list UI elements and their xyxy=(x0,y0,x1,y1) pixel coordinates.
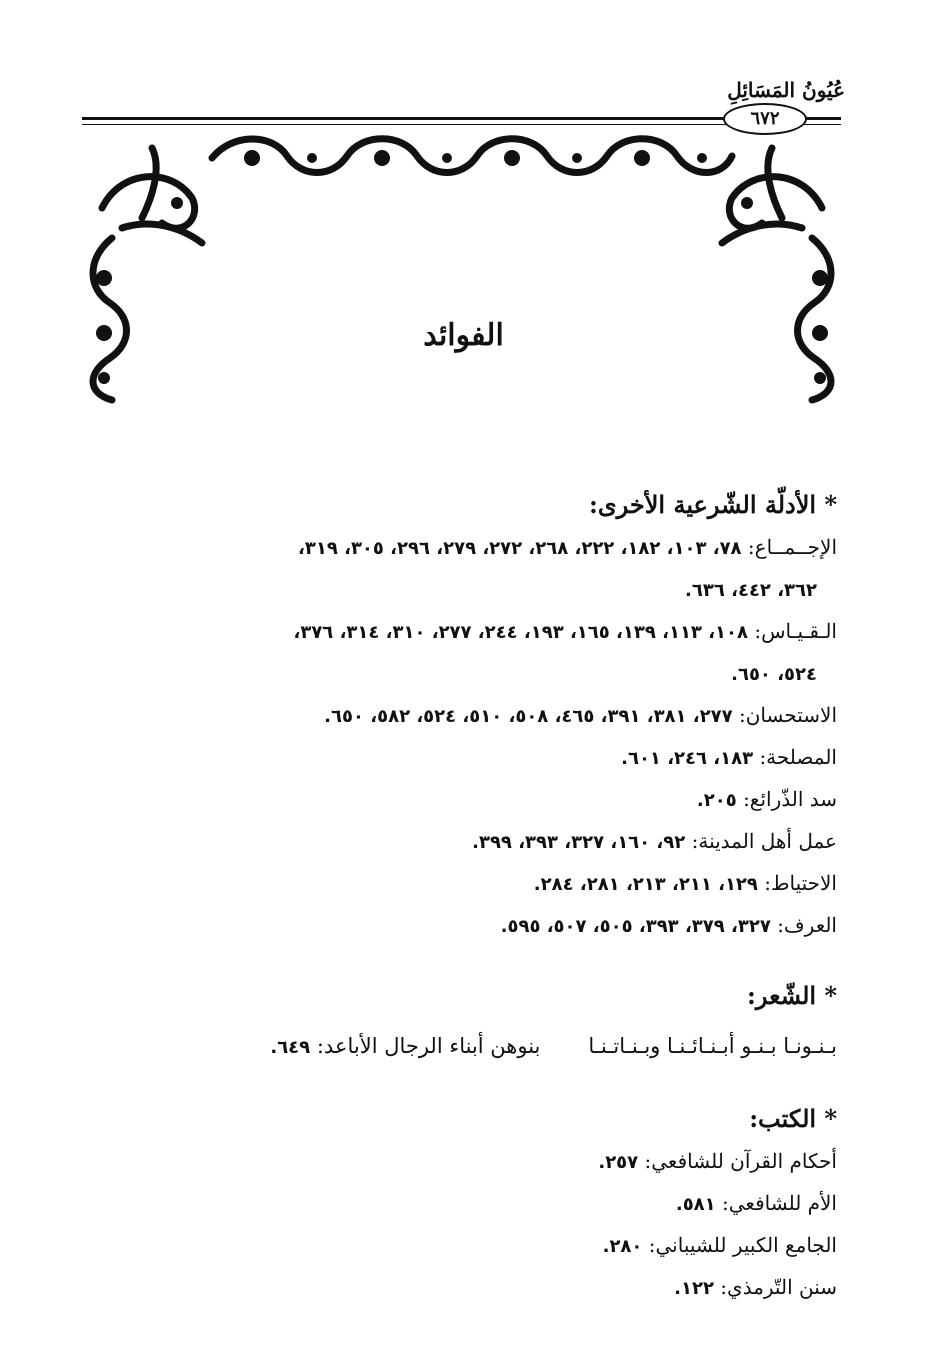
entry-ihtiyat xyxy=(78,863,837,905)
entry-label: سد الذّرائع: xyxy=(743,787,837,811)
entry-urf xyxy=(78,905,837,947)
page-refs: ٢٨٠. xyxy=(602,1236,643,1257)
entry-label: العرف: xyxy=(777,913,837,937)
book-title: الجامع الكبير للشيباني: xyxy=(648,1233,837,1257)
page-refs: ١٠٨، ١١٣، ١٣٩، ١٦٥، ١٩٣، ٢٤٤، ٢٧٧، ٣١٠، ٣١٤، ٣٧٦، xyxy=(293,622,748,643)
page-refs: ٢٠٥. xyxy=(696,790,737,811)
page-refs: ٧٨، ١٠٣، ١٨٢، ٢٢٢، ٢٦٨، ٢٧٢، ٢٧٩، ٢٩٦، ٣٠٥، ٣١٩، xyxy=(298,538,742,559)
entry-sadd xyxy=(78,779,837,821)
section-heading-poetry: * الشّعر: xyxy=(747,981,837,1010)
entry-label: الاستحسان: xyxy=(738,703,837,727)
page-refs: ٩٢، ١٦٠، ٣٢٧، ٣٩٣، ٣٩٩. xyxy=(472,832,686,853)
page-number: ٦٧٢ xyxy=(723,103,807,135)
book-item xyxy=(78,1225,837,1267)
poem-verse xyxy=(78,1024,837,1070)
page-refs: ٢٥٧. xyxy=(598,1152,639,1173)
page-refs: ١٢٩، ٢١١، ٢١٣، ٢٨١، ٢٨٤. xyxy=(533,874,758,895)
running-title: عُيُونُ المَسَائِلِ xyxy=(727,78,845,102)
entry-amal xyxy=(78,821,837,863)
index-content xyxy=(78,490,837,1309)
book-item xyxy=(78,1141,837,1183)
ornamental-frame xyxy=(82,128,842,408)
entry-istihsan xyxy=(78,695,837,737)
book-item xyxy=(78,1267,837,1309)
book-title: سنن التّرمذي: xyxy=(720,1275,837,1299)
page-refs: ٥٢٤، ٦٥٠. xyxy=(731,664,817,685)
page-refs: ١٨٣، ٢٤٦، ٦٠١. xyxy=(621,748,754,769)
poem-hemistich-text: بنوهن أبناء الرجال الأباعد: xyxy=(316,1034,541,1058)
poem-hemistich-second xyxy=(270,1024,540,1070)
entry-label: الـقـيـاس: xyxy=(754,619,837,643)
section-heading-books: * الكتب: xyxy=(749,1104,837,1133)
section-heading-evidence: * الأدلّة الشّرعية الأخرى: xyxy=(589,490,837,519)
chapter-title: الفوائد xyxy=(423,318,504,353)
entry-qiyas-cont xyxy=(78,653,837,695)
book-title: الأم للشافعي: xyxy=(722,1191,837,1215)
book-title: أحكام القرآن للشافعي: xyxy=(644,1149,837,1173)
page-refs: ٦٤٩. xyxy=(270,1037,311,1058)
page-refs: ٥٨١. xyxy=(675,1194,716,1215)
entry-label: الاحتياط: xyxy=(764,871,837,895)
poem-hemistich-first: بـنـونـا بـنـو أبـنـائـنـا وبـنـاتـنـا xyxy=(588,1034,837,1058)
entry-qiyas xyxy=(78,611,837,653)
entry-ijma xyxy=(78,527,837,569)
page-refs: ٣٦٢، ٤٤٢، ٦٣٦. xyxy=(685,580,817,601)
entry-ijma-cont xyxy=(78,569,837,611)
page-refs: ٣٢٧، ٣٧٩، ٣٩٣، ٥٠٥، ٥٠٧، ٥٩٥. xyxy=(500,916,771,937)
entry-label: الإجــمــاع: xyxy=(747,535,837,559)
book-item xyxy=(78,1183,837,1225)
page-refs: ١٢٢. xyxy=(674,1278,714,1299)
entry-label: عمل أهل المدينة: xyxy=(691,829,837,853)
entry-maslaha xyxy=(78,737,837,779)
page-refs: ٢٧٧، ٣٨١، ٣٩١، ٤٦٥، ٥٠٨، ٥١٠، ٥٢٤، ٥٨٢، ٦٥٠. xyxy=(324,706,733,727)
entry-label: المصلحة: xyxy=(759,745,837,769)
